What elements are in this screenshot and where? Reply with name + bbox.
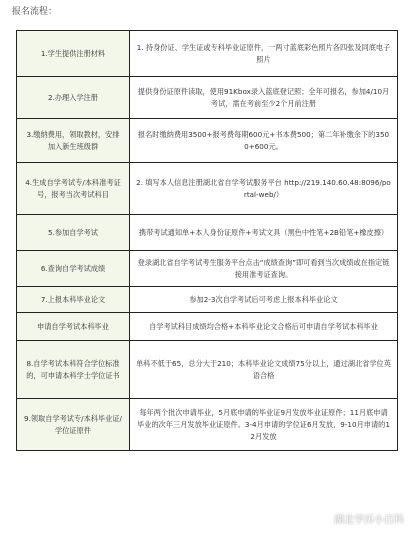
table-row — [17, 399, 398, 451]
process-table — [16, 30, 398, 451]
table-row — [17, 251, 398, 287]
table-row — [17, 287, 398, 313]
table-row — [17, 341, 398, 399]
table-row — [17, 313, 398, 341]
step-cell: 申请自学考试本科毕业 — [17, 313, 130, 341]
watermark-text: 湖北学历小百科 — [334, 515, 404, 526]
step-cell: 1.学生提供注册材料 — [17, 31, 130, 77]
watermark — [319, 511, 404, 526]
description-cell: 每年两个批次申请毕业，5月底申请的毕业证9月发放毕业证原件；11月底申请毕业的次年三月发放毕业证原件。3-4月申请的学位证6月发放，9-10月申请的12月发放 — [130, 399, 398, 451]
description-cell: 报名时缴纳费用3500+报考费每期600元+书本费500；第二年补缴余下的3500+600元。 — [130, 119, 398, 163]
step-cell: 3.缴纳费用，领取教材，安排加入新生班级群 — [17, 119, 130, 163]
description-cell: 登录湖北省自学考试考生服务平台点击“成绩查询”即可看到当次成绩或在指定链接用准考证查询。 — [130, 251, 398, 287]
description-cell: 1. 持身份证、学生证或专科毕业证原件，一两寸蓝底彩色照片各四张及同底电子照片 — [130, 31, 398, 77]
description-cell: 2. 填写本人信息注册湖北省自学考试服务平台 http://219.140.60.48:8096/portal-web/） — [130, 163, 398, 215]
step-cell: 2.办理入学注册 — [17, 77, 130, 119]
table-row — [17, 215, 398, 251]
step-cell: 4.生成自学考试专/本科准考证号，报考当次考试科目 — [17, 163, 130, 215]
step-cell: 8.自学考试本科符合学位标准的，可申请本科学士学位证书 — [17, 341, 130, 399]
page-heading: 报名流程： — [12, 7, 58, 17]
description-cell: 携带考试通知单+本人身份证原件+考试文具（黑色中性笔+2B铅笔+橡皮擦） — [130, 215, 398, 251]
step-cell: 7.上报本科毕业论文 — [17, 287, 130, 313]
table-row — [17, 31, 398, 77]
step-cell: 5.参加自学考试 — [17, 215, 130, 251]
description-cell: 单科不低于65，总分大于210；本科毕业论文成绩75分以上，通过湖北省学位英语合格 — [130, 341, 398, 399]
table-row — [17, 163, 398, 215]
table-row — [17, 119, 398, 163]
description-cell: 提供身份证原件读取，使用91Kbox录入蓝底登记照；全年可报名，参加4/10月考试，需在考前至少2个月前注册 — [130, 77, 398, 119]
description-cell: 参加2-3次自学考试后可考虑上报本科毕业论文 — [130, 287, 398, 313]
description-cell: 自学考试科目成绩均合格+本科毕业论文合格后可申请自学考试本科毕业 — [130, 313, 398, 341]
table-row — [17, 77, 398, 119]
step-cell: 6.查询自学考试成绩 — [17, 251, 130, 287]
step-cell: 9.领取自学考试专/本科毕业证/学位证原件 — [17, 399, 130, 451]
chat-bubble-icon — [319, 513, 331, 525]
